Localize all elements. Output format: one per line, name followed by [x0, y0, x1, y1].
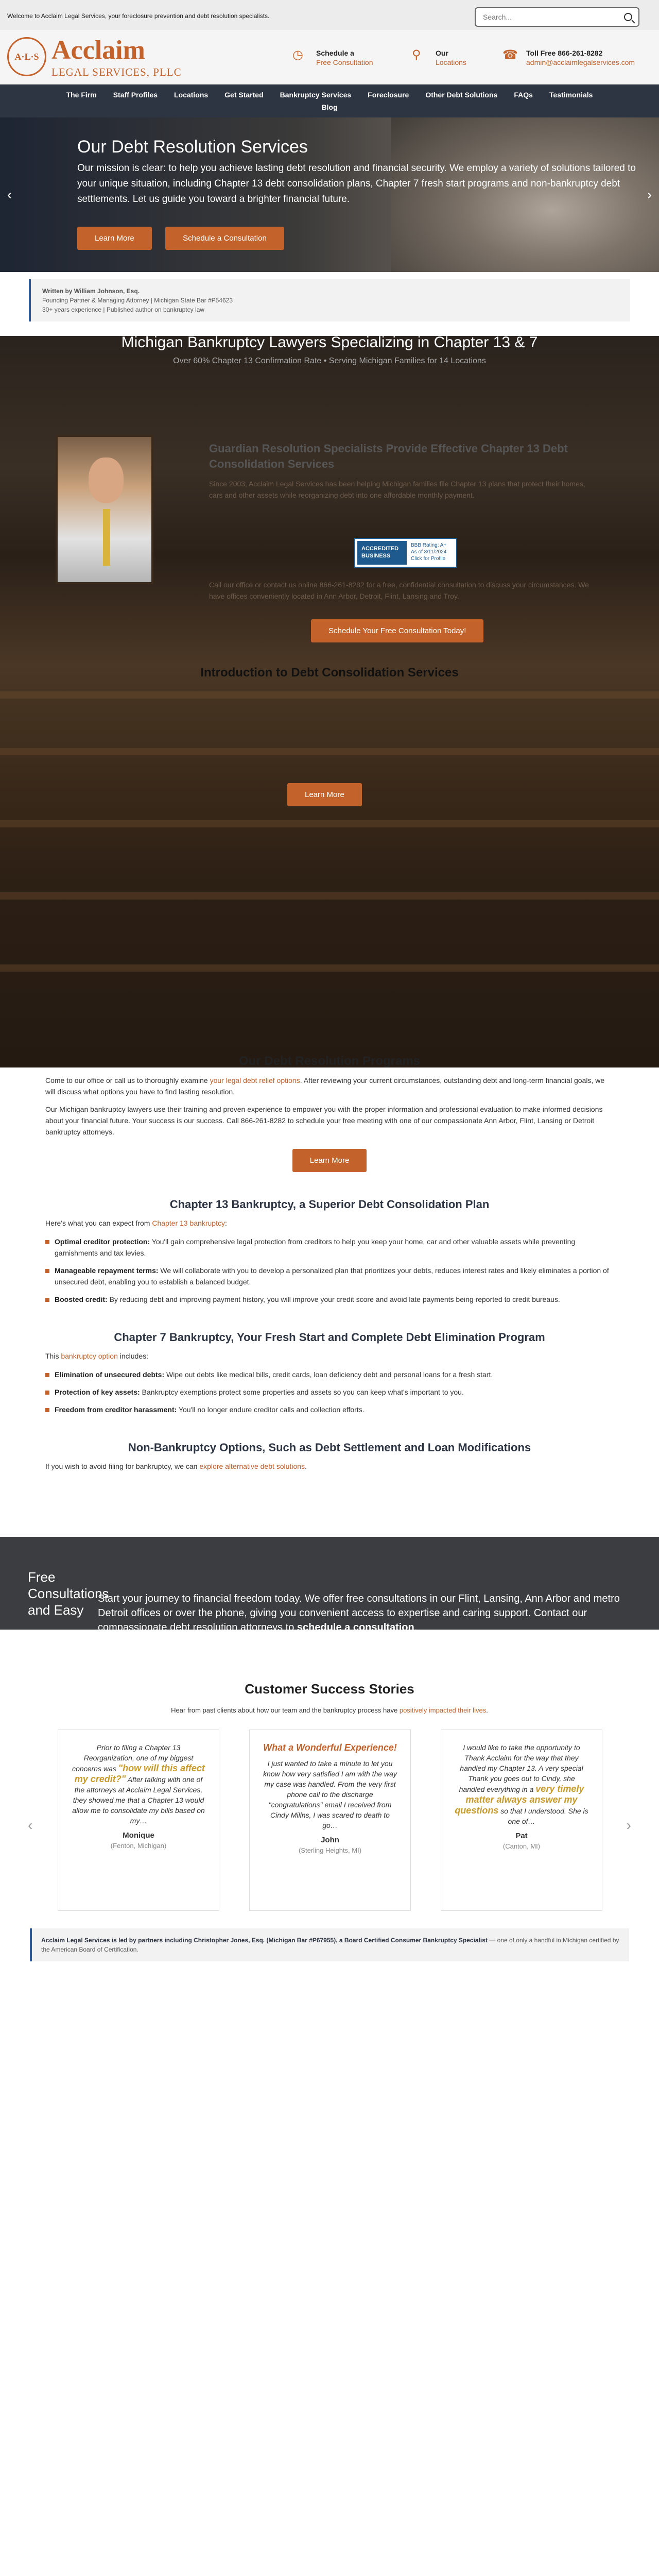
- clock-icon: ◷: [292, 48, 303, 62]
- stories-intro: [0, 1706, 659, 1714]
- testimonial-name: John: [321, 1836, 339, 1844]
- quote-text: so that I understood. She is one of…: [498, 1807, 588, 1825]
- chapter13-intro: [45, 1217, 614, 1229]
- welcome-text: Welcome to Acclaim Legal Services, your foreclosure prevention and debt resolution specialists.: [7, 12, 270, 20]
- nav-item-locations[interactable]: Locations: [174, 91, 209, 99]
- non-bankruptcy-text-start: If you wish to avoid filing for bankruptcy, we can: [45, 1462, 200, 1470]
- nav-item-staff-profiles[interactable]: Staff Profiles: [113, 91, 158, 99]
- email-line[interactable]: admin@acclaimlegalservices.com: [526, 58, 635, 66]
- bbb-date: As of 3/11/2024: [411, 549, 447, 555]
- programs-paragraph-2: Our Michigan bankruptcy lawyers use their training and proven experience to empower you with the proper information and professional evaluation to make informed decisions about your financial future. Your success is our success. Call 866-261-8282 to schedule your free meeting with one of our compassionate Ann Arbor, Flint, Lansing or Detroit bankruptcy attorneys.: [45, 1105, 603, 1136]
- nav-item-faqs[interactable]: FAQs: [514, 91, 533, 99]
- testimonial-quote: [455, 1742, 588, 1826]
- quote-text: I would like to take the opportunity to Thank Acclaim for the way that they handled my Chapter 13. A very special Thank you goes out to Cindy, she handled everything in a: [459, 1743, 583, 1793]
- quote-highlight: very timely matter always answer my questions: [455, 1784, 584, 1816]
- item-label: Manageable repayment terms:: [55, 1266, 159, 1275]
- testimonial-carousel: [0, 1730, 659, 1905]
- chapter13-link[interactable]: Chapter 13 bankruptcy: [152, 1219, 225, 1227]
- testimonial-name: Pat: [515, 1832, 528, 1840]
- testimonial-card: [58, 1730, 219, 1911]
- shelf-decoration: [0, 748, 659, 755]
- chapter7-intro: [45, 1350, 614, 1362]
- consultation-banner: [0, 1537, 659, 1633]
- logo-subtitle: LEGAL SERVICES, PLLC: [51, 66, 182, 78]
- author-experience: 30+ years experience | Published author on bankruptcy law: [42, 306, 204, 313]
- lawyers-heading: Guardian Resolution Specialists Provide Effective Chapter 13 Debt Consolidation Services: [209, 442, 568, 470]
- testimonial-location: (Sterling Heights, MI): [298, 1846, 362, 1854]
- list-item: [45, 1386, 614, 1398]
- carousel-next-icon[interactable]: ›: [626, 1817, 631, 1833]
- programs-p1-text-end: . After reviewing your current circumstances, outstanding debt and long-term financial goals, we will discuss what options you have to find lasting resolution.: [45, 1076, 605, 1096]
- quote-headline: What a Wonderful Experience!: [263, 1742, 397, 1753]
- author-title: Founding Partner & Managing Attorney | Michigan State Bar #P54623: [42, 297, 233, 304]
- hero-text: Our mission is clear: to help you achieve lasting debt resolution and financial security. We employ a variety of solutions tailored to your unique situation, including Chapter 13 debt consolidation plans, Chapter 7 fresh start programs and non-bankruptcy debt settlements. Let us guide you toward a brighter financial future.: [77, 163, 636, 205]
- lawyers-subtitle: Over 60% Chapter 13 Confirmation Rate • Serving Michigan Families for 14 Locations: [173, 357, 486, 365]
- chapter13-intro-end: :: [224, 1219, 227, 1227]
- chapter13-title: Chapter 13 Bankruptcy, a Superior Debt Consolidation Plan: [169, 1198, 490, 1211]
- shelf-decoration: [0, 964, 659, 972]
- non-bankruptcy-text-end: .: [305, 1462, 307, 1470]
- stories-intro-end: .: [486, 1706, 488, 1714]
- testimonial-location: (Fenton, Michigan): [110, 1842, 167, 1850]
- item-label: Elimination of unsecured debts:: [55, 1370, 165, 1379]
- testimonial-card: [441, 1730, 602, 1911]
- bbb-profile-link[interactable]: Click for Profile: [411, 556, 446, 562]
- schedule-free-consultation-button[interactable]: Schedule Your Free Consultation Today!: [311, 619, 483, 642]
- bbb-badge[interactable]: [354, 538, 457, 568]
- testimonial-quote: [72, 1742, 205, 1826]
- locations-link[interactable]: [412, 48, 466, 67]
- lawyers-title: Michigan Bankruptcy Lawyers Specializing in Chapter 13 & 7: [121, 336, 538, 351]
- slider-next-icon[interactable]: ›: [647, 187, 652, 202]
- programs-section: [45, 1054, 614, 1472]
- item-label: Boosted credit:: [55, 1295, 108, 1303]
- logo-name: Acclaim: [51, 36, 145, 65]
- logo[interactable]: [51, 37, 182, 79]
- item-text: You'll gain comprehensive legal protection from creditors to help you keep your home, car and other valuable assets while preventing garnishments and tax levies.: [55, 1238, 576, 1257]
- lawyers-contact-text: Call our office or contact us online 866-261-8282 for a free, confidential consultation to discuss your circumstances. We have offices conveniently located in Ann Arbor, Detroit, Flint, Lansing and Troy.: [209, 581, 589, 600]
- search-input[interactable]: [476, 8, 610, 26]
- slider-prev-icon[interactable]: ‹: [7, 187, 12, 202]
- consultation-banner-label: Free Consultations and Easy: [28, 1569, 109, 1618]
- shelf-decoration: [0, 820, 659, 827]
- consultation-banner-text: [98, 1591, 649, 1635]
- intro-title: Introduction to Debt Consolidation Services: [200, 666, 459, 680]
- list-item: [45, 1404, 614, 1415]
- testimonial-location: (Canton, MI): [502, 1842, 541, 1850]
- bbb-rating: BBB Rating: A+: [411, 543, 447, 548]
- shelf-decoration: [0, 691, 659, 699]
- hero-slider: [0, 117, 659, 272]
- intro-learn-more-button[interactable]: Learn More: [287, 783, 362, 806]
- item-label: Protection of key assets:: [55, 1388, 140, 1396]
- list-item: [45, 1294, 614, 1305]
- chapter7-title: Chapter 7 Bankruptcy, Your Fresh Start and Complete Debt Elimination Program: [114, 1331, 545, 1344]
- item-text: We will collaborate with you to develop a personalized plan that prioritizes your debts, reduces interest rates and likely eliminates a portion of unsecured debt, enabling you to establish a balanced budget.: [55, 1266, 609, 1286]
- nav-item-blog[interactable]: Blog: [321, 103, 338, 111]
- attorney-photo: [56, 435, 153, 584]
- item-text: Bankruptcy exemptions protect some properties and assets so you can keep what's important to you.: [140, 1388, 464, 1396]
- testimonial-name: Monique: [123, 1831, 154, 1840]
- banner-text: Start your journey to financial freedom today. We offer free consultations in our Flint, Lansing, Ann Arbor and metro Detroit offices or over the phone, giving you convenient access to expertise and caring support. Contact our compassionate debt resolution attorneys to: [98, 1593, 620, 1633]
- stories-intro-text: Hear from past clients about how our team and the bankruptcy process have: [171, 1706, 400, 1714]
- nav-item-other-debt-solutions[interactable]: Other Debt Solutions: [425, 91, 498, 99]
- testimonial-quote: I just wanted to take a minute to let you know how very satisfied I am with the way my case was handled. From the very first phone call to the discharge "congratulations" email I received from Cindy Millns, I was scared to death to go…: [263, 1759, 397, 1829]
- lawyers-text: Since 2003, Acclaim Legal Services has been helping Michigan families file Chapter 13 plans that protect their homes, cars and other assets while reorganizing debt into one affordable monthly payment.: [209, 480, 585, 499]
- nav-item-the-firm[interactable]: The Firm: [66, 91, 97, 99]
- nav-item-get-started[interactable]: Get Started: [224, 91, 264, 99]
- item-text: You'll no longer endure creditor calls and collection efforts.: [177, 1405, 365, 1414]
- hero-schedule-button[interactable]: Schedule a Consultation: [165, 227, 284, 250]
- schedule-line2: Free Consultation: [316, 58, 373, 66]
- lawyers-section: [0, 336, 659, 1067]
- item-text: By reducing debt and improving payment history, you will improve your credit score and avoid late payments being reported to credit bureaus.: [107, 1295, 560, 1303]
- nav-item-foreclosure[interactable]: Foreclosure: [368, 91, 409, 99]
- site-header: [0, 30, 659, 84]
- carousel-prev-icon[interactable]: ‹: [28, 1817, 33, 1833]
- schedule-consultation-link[interactable]: schedule a consultation: [297, 1622, 414, 1633]
- schedule-consultation-link[interactable]: [292, 48, 373, 67]
- search-icon[interactable]: [624, 13, 632, 21]
- chapter7-intro-end: includes:: [117, 1352, 149, 1360]
- author-box: [29, 279, 630, 321]
- impacted-lives-link[interactable]: positively impacted their lives: [399, 1706, 487, 1714]
- alternative-solutions-link[interactable]: explore alternative debt solutions: [199, 1462, 305, 1470]
- hero-title: Our Debt Resolution Services: [77, 137, 308, 157]
- testimonial-card: [249, 1730, 411, 1911]
- list-item: [45, 1265, 614, 1287]
- chapter7-intro-text: This: [45, 1352, 61, 1360]
- non-bankruptcy-title: Non-Bankruptcy Options, Such as Debt Settlement and Loan Modifications: [128, 1441, 531, 1454]
- nav-item-testimonials[interactable]: Testimonials: [549, 91, 593, 99]
- partners-note: [30, 1928, 629, 1961]
- author-name: Written by William Johnson, Esq.: [42, 287, 140, 295]
- quote-text: Prior to filing a Chapter 13 Reorganization, one of my biggest concerns was: [72, 1743, 194, 1773]
- non-bankruptcy-text: [45, 1461, 614, 1472]
- banner-text-end: .: [414, 1622, 418, 1633]
- quote-highlight: "how will this affect my credit?": [74, 1763, 205, 1784]
- map-pin-icon: ⚲: [412, 48, 421, 62]
- programs-p1-text: Come to our office or call us to thoroughly examine: [45, 1076, 210, 1084]
- item-label: Freedom from creditor harassment:: [55, 1405, 177, 1414]
- phone-line1: Toll Free 866-261-8282: [526, 49, 603, 57]
- nav-item-bankruptcy-services[interactable]: Bankruptcy Services: [280, 91, 352, 99]
- logo-icon[interactable]: A·L·S: [7, 37, 46, 76]
- phone-link[interactable]: [502, 48, 635, 67]
- partners-note-bold: Acclaim Legal Services is led by partners including Christopher Jones, Esq. (Michigan Bar #P67955), a Board Certified Consumer Bankruptcy Specialist: [41, 1937, 488, 1944]
- chapter13-intro-text: Here's what you can expect from: [45, 1219, 152, 1227]
- top-bar: [0, 0, 659, 30]
- stories-section: [0, 1681, 659, 1905]
- schedule-line1: Schedule a: [316, 49, 354, 57]
- quote-text: After talking with one of the attorneys at Acclaim Legal Services, they showed me that a Chapter 13 would allow me to consolidate my bills based on my…: [72, 1775, 205, 1825]
- item-text: Wipe out debts like medical bills, credit cards, loan deficiency debt and personal loans for a fresh start.: [164, 1370, 493, 1379]
- search-box[interactable]: [475, 7, 639, 27]
- item-label: Optimal creditor protection:: [55, 1238, 150, 1246]
- phone-icon: ☎: [502, 48, 518, 62]
- bbb-accredited: ACCREDITED BUSINESS: [357, 541, 407, 565]
- list-item: [45, 1369, 614, 1380]
- bankruptcy-option-link[interactable]: bankruptcy option: [61, 1352, 118, 1360]
- stories-title: Customer Success Stories: [245, 1681, 414, 1697]
- programs-paragraph-1: [45, 1075, 614, 1097]
- programs-title: Our Debt Resolution Programs: [238, 1054, 421, 1068]
- locations-line2: Locations: [436, 58, 466, 66]
- locations-line1: Our: [436, 49, 448, 57]
- programs-learn-more-button[interactable]: Learn More: [292, 1149, 367, 1172]
- partners-note-text: — one of only a handful in Michigan certified by the American Board of Certification.: [41, 1937, 619, 1953]
- attorney-tie: [103, 509, 110, 566]
- attorney-face: [89, 457, 124, 503]
- debt-relief-options-link[interactable]: your legal debt relief options: [210, 1076, 300, 1084]
- list-item: [45, 1236, 614, 1259]
- hero-learn-more-button[interactable]: Learn More: [77, 227, 152, 250]
- shelf-decoration: [0, 892, 659, 900]
- main-nav: [0, 84, 659, 117]
